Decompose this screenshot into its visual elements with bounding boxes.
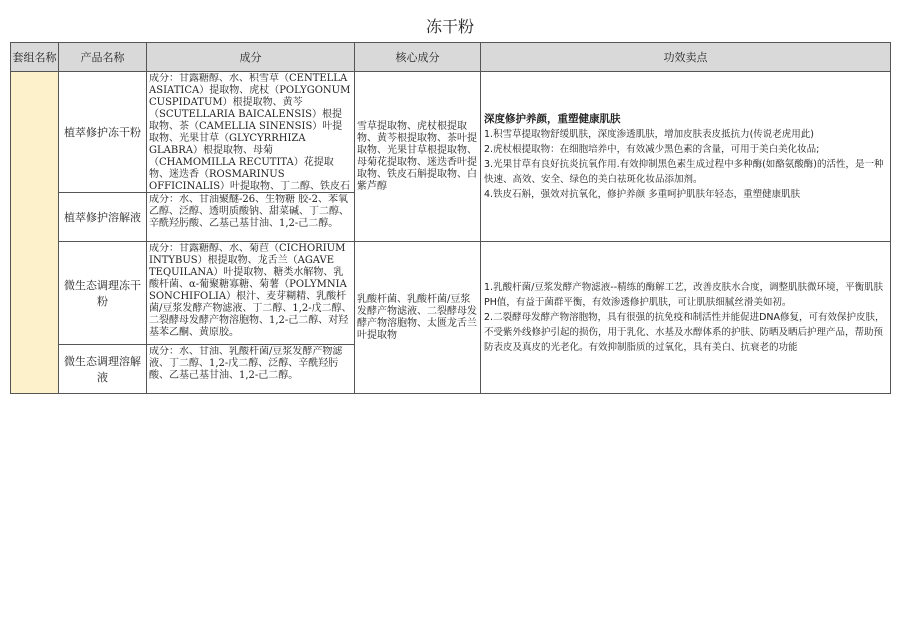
product-name: 微生态调理冻干粉 [59, 242, 147, 345]
effect-headline: 深度修护养颜，重塑健康肌肤 [484, 112, 621, 125]
ingredients-text: 成分：甘露糖醇、水、积雪草（CENTELLA ASIATICA）提取物、虎杖（POLYGONUM CUSPIDATUM）根提取物、黄芩（SCUTELLARIA BAICALENSIS）根提取物、茶（CAMELLIA SINENSIS）叶提取物、光果甘草（GLYCYRRHIZA GLABRA）根提取物、母菊（CHAMOMILLA RECUTITA）花提取物、迷迭香（ROSMARINUS OFFICINALIS）叶提取物、丁二醇、铁皮石 [149, 73, 351, 191]
product-name: 植萃修护冻干粉 [59, 72, 147, 193]
ingredients-cell [147, 345, 355, 394]
effect-point: 3.光果甘草有良好抗炎抗氧作用.有效抑制黑色素生成过程中多种酶(如酪氨酸酶)的活性，是一种快速、高效、安全、绿色的美白祛斑化妆品添加剂。 [484, 158, 884, 185]
effects-cell [481, 72, 891, 242]
table-row [11, 242, 891, 345]
effect-point: 2.二裂酵母发酵产物溶胞物，具有很强的抗免疫和制活性并能促进DNA修复，可有效保护皮肤，不受紫外线修护引起的损伤，用于乳化、水基及水醇体系的护肤、防晒及晒后护理产品，帮助预防表皮及真皮的光老化。有效抑制脂质的过氧化，具有美白、抗衰老的功能 [484, 312, 885, 353]
ingredients-text: 成分：水、甘油、乳酸杆菌/豆浆发酵产物滤液、丁二醇、1,2-戊二醇、泛醇、辛酰羟肟酸、乙基己基甘油、1,2-己二醇。 [149, 346, 343, 381]
header-core-ingredients: 核心成分 [355, 43, 481, 72]
ingredients-text: 成分：甘露糖醇、水、菊苣（CICHORIUM INTYBUS）根提取物、龙舌兰（AGAVE TEQUILANA）叶提取物、糖类水解物、乳酸杆菌、α-葡聚糖寡糖、菊薯（POLYMNIA SONCHIFOLIA）根汁、麦芽糊精、乳酸杆菌/豆浆发酵产物滤液、丁二醇、1,2-戊二醇、二裂酵母发酵产物溶胞物、1,2-己二醇、对羟基苯乙酮、黄原胶。 [149, 243, 352, 338]
ingredients-text: 成分：水、甘油聚醚-26、生物糖 胶-2、苯氧乙醇、泛醇、透明质酸钠、甜菜碱、丁二醇、辛酰羟肟酸、乙基己基甘油、1,2-己二醇。 [149, 194, 349, 229]
header-row [11, 43, 891, 72]
effects-cell [481, 242, 891, 394]
header-product-name: 产品名称 [59, 43, 147, 72]
ingredients-cell [147, 72, 355, 193]
effect-point: 2.虎杖根提取物：在细胞培养中，有效减少黑色素的含量，可用于美白美化妆品; [484, 143, 820, 155]
product-table [10, 42, 891, 394]
table-row [11, 72, 891, 193]
effect-point: 1.积雪草提取物舒缓肌肤，深度渗透肌肤，增加皮肤表皮抵抗力(传说老虎用此) [484, 128, 814, 140]
effect-point: 4.铁皮石斛，强效对抗氧化，修护养颜 多重呵护肌肤年轻态，重塑健康肌肤 [484, 188, 801, 200]
group-name-cell [11, 72, 59, 394]
page-title: 冻干粉 [425, 17, 474, 36]
ingredients-cell [147, 242, 355, 345]
product-name: 微生态调理溶解液 [59, 345, 147, 394]
header-effects: 功效卖点 [481, 43, 891, 72]
header-ingredients: 成分 [147, 43, 355, 72]
ingredients-cell [147, 193, 355, 242]
core-ingredients-cell: 乳酸杆菌、乳酸杆菌/豆浆发酵产物滤液、二裂酵母发酵产物溶胞物、太匮龙舌兰叶提取物 [355, 242, 481, 394]
core-ingredients-cell: 雪草提取物、虎杖根提取物、黄芩根提取物、茶叶提取物、光果甘草根提取物、母菊花提取物、迷迭香叶提取物、铁皮石斛提取物、白紫芦醇 [355, 72, 481, 242]
product-name: 植萃修护溶解液 [59, 193, 147, 242]
effect-point: 1.乳酸杆菌/豆浆发酵产物滤液--精练的酶解工艺，改善皮肤水合度，调整肌肤微环境，平衡肌肤PH值，有益于菌群平衡，有效渗透修护肌肤，可让肌肤细腻丝滑美如初。 [484, 282, 884, 308]
header-group-name: 套组名称 [11, 43, 59, 72]
